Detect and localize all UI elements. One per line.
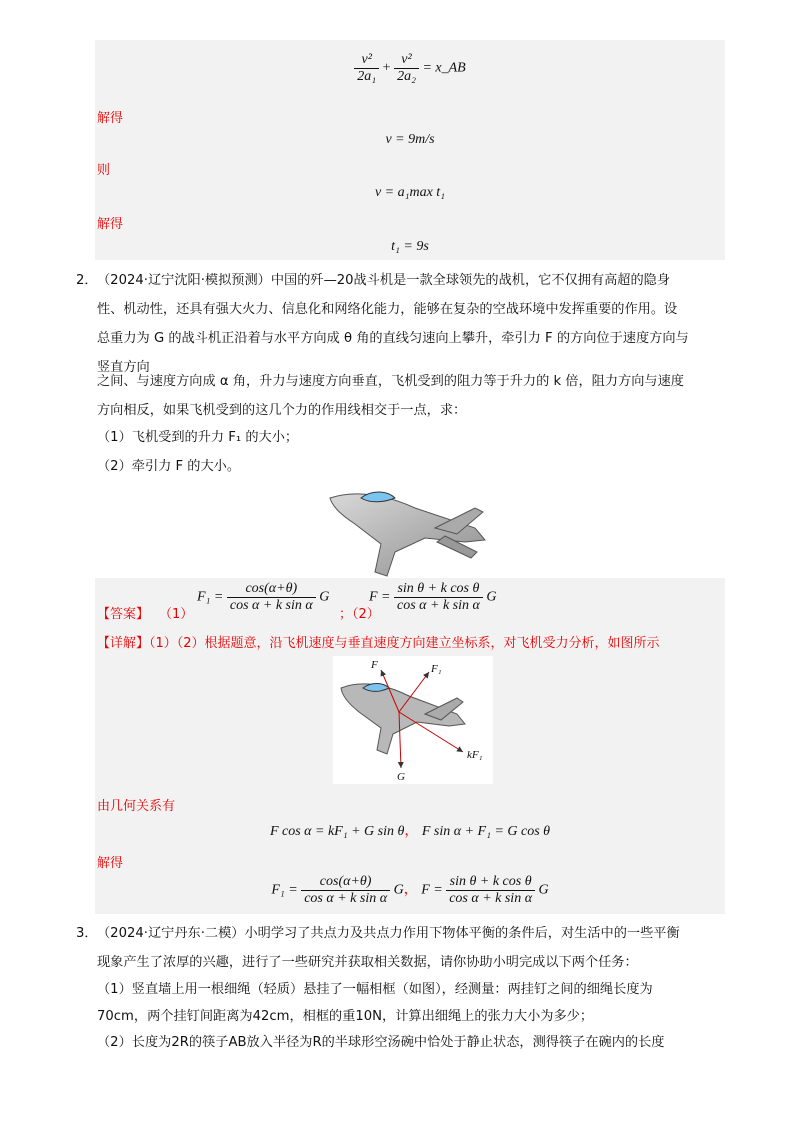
question-2-line-2: 性、机动性，还具有强大火力、信息化和网络化能力，能够在复杂的空战环境中发挥重要的作用。设 (97, 302, 678, 317)
detail-line (97, 632, 660, 651)
equation-velocity: v = 9m/s (385, 132, 435, 147)
label-F1: F₁ (431, 663, 442, 675)
question-2-line-6: 方向相反，如果飞机受到的这几个力的作用线相交于一点，求： (97, 403, 467, 418)
question-2-line-1: （2024·辽宁沈阳·模拟预测）中国的歼—20战斗机是一款全球领先的战机，它不仅拥有高超的隐身 (97, 273, 671, 288)
label-G: G (397, 771, 405, 783)
question-3-line-2: 现象产生了浓厚的兴趣，进行了一些研究并获取相关数据，请你协助小明完成以下两个任务： (97, 955, 638, 970)
question-2-sub-1: （1）飞机受到的升力 F₁ 的大小； (97, 430, 299, 445)
then-label: 则 (97, 163, 111, 178)
question-3-line-5: （2）长度为2R的筷子AB放入半径为R的半球形空汤碗中恰处于静止状态，测得筷子在碗内的长度 (97, 1035, 665, 1050)
question-2-sub-2: （2）牵引力 F 的大小。 (97, 459, 241, 474)
label-F: F (371, 659, 378, 671)
equation-results: F₁ = $\frac{\cos(\alpha+\theta)}{\text{cos α + k sin α}}$ G， F = $\frac{\text{sin θ + k cos θ}}{\text{cos α + k sin α}}$ G (271, 874, 549, 906)
question-2-line-4: 竖直方向 (97, 360, 150, 375)
fighter-jet-illustration (325, 480, 495, 580)
question-3-number: 3． (76, 926, 98, 941)
equation-time: t₁ = 9s (391, 239, 429, 254)
detail-tag: 【详解】 (97, 636, 150, 651)
question-2-line-5: 之间、与速度方向成 α 角，升力与速度方向垂直，飞机受到的阻力等于升力的 k 倍，阻力方向与速度 (97, 374, 684, 389)
equation-velocity-accel: v = a₁max t₁ (374, 185, 446, 200)
answer-part-1: （1） (159, 607, 194, 622)
detail-text: （1）（2）根据题意，沿飞机速度与垂直速度方向建立坐标系，对飞机受力分析，如图所示 (149, 636, 660, 651)
solve-label-3: 解得 (97, 856, 124, 871)
label-kF1: kF₁ (467, 749, 483, 761)
equation-force-balance: F cos α = kF₁ + G sin θ， F sin α + F₁ = G cos θ (269, 824, 551, 839)
answer-separator: ；（2） (339, 607, 380, 622)
question-3-line-4: 70cm，两个挂钉间距离为42cm，相框的重10N，计算出细绳上的张力大小为多少； (97, 1009, 594, 1024)
question-3-line-3: （1）竖直墙上用一根细绳（轻质）悬挂了一幅相框（如图），经测量：两挂钉之间的细绳长度为 (97, 982, 653, 997)
question-2-line-3: 总重力为 G 的战斗机正沿着与水平方向成 θ 角的直线匀速向上攀升，牵引力 F 的方向位于速度方向与 (97, 331, 689, 346)
solve-label-2: 解得 (97, 217, 124, 232)
force-diagram (333, 656, 493, 784)
answer-formula-f1: F₁ = $\frac{\cos(\alpha+\theta)}{\text{cos α + k sin α}}$ G (197, 581, 330, 613)
answer-formula-f2: F = $\frac{\text{sin θ + k cos θ}}{\text{cos α + k sin α}}$ G (369, 581, 497, 613)
geometry-label: 由几何关系有 (97, 799, 176, 814)
answer-line (97, 581, 717, 621)
question-2-number: 2． (76, 273, 98, 288)
answer-tag: 【答案】 (97, 607, 150, 622)
question-3-line-1: （2024·辽宁丹东·二模）小明学习了共点力及共点力作用下物体平衡的条件后，对生活中的一些平衡 (97, 926, 680, 941)
solve-label-1: 解得 (97, 111, 124, 126)
equation-kinematics: $\frac{\text{v²}}{\text{2a₁}}$ + $\frac{\text{v²}}{\text{2a₂}}$ = x_AB (95, 52, 725, 85)
